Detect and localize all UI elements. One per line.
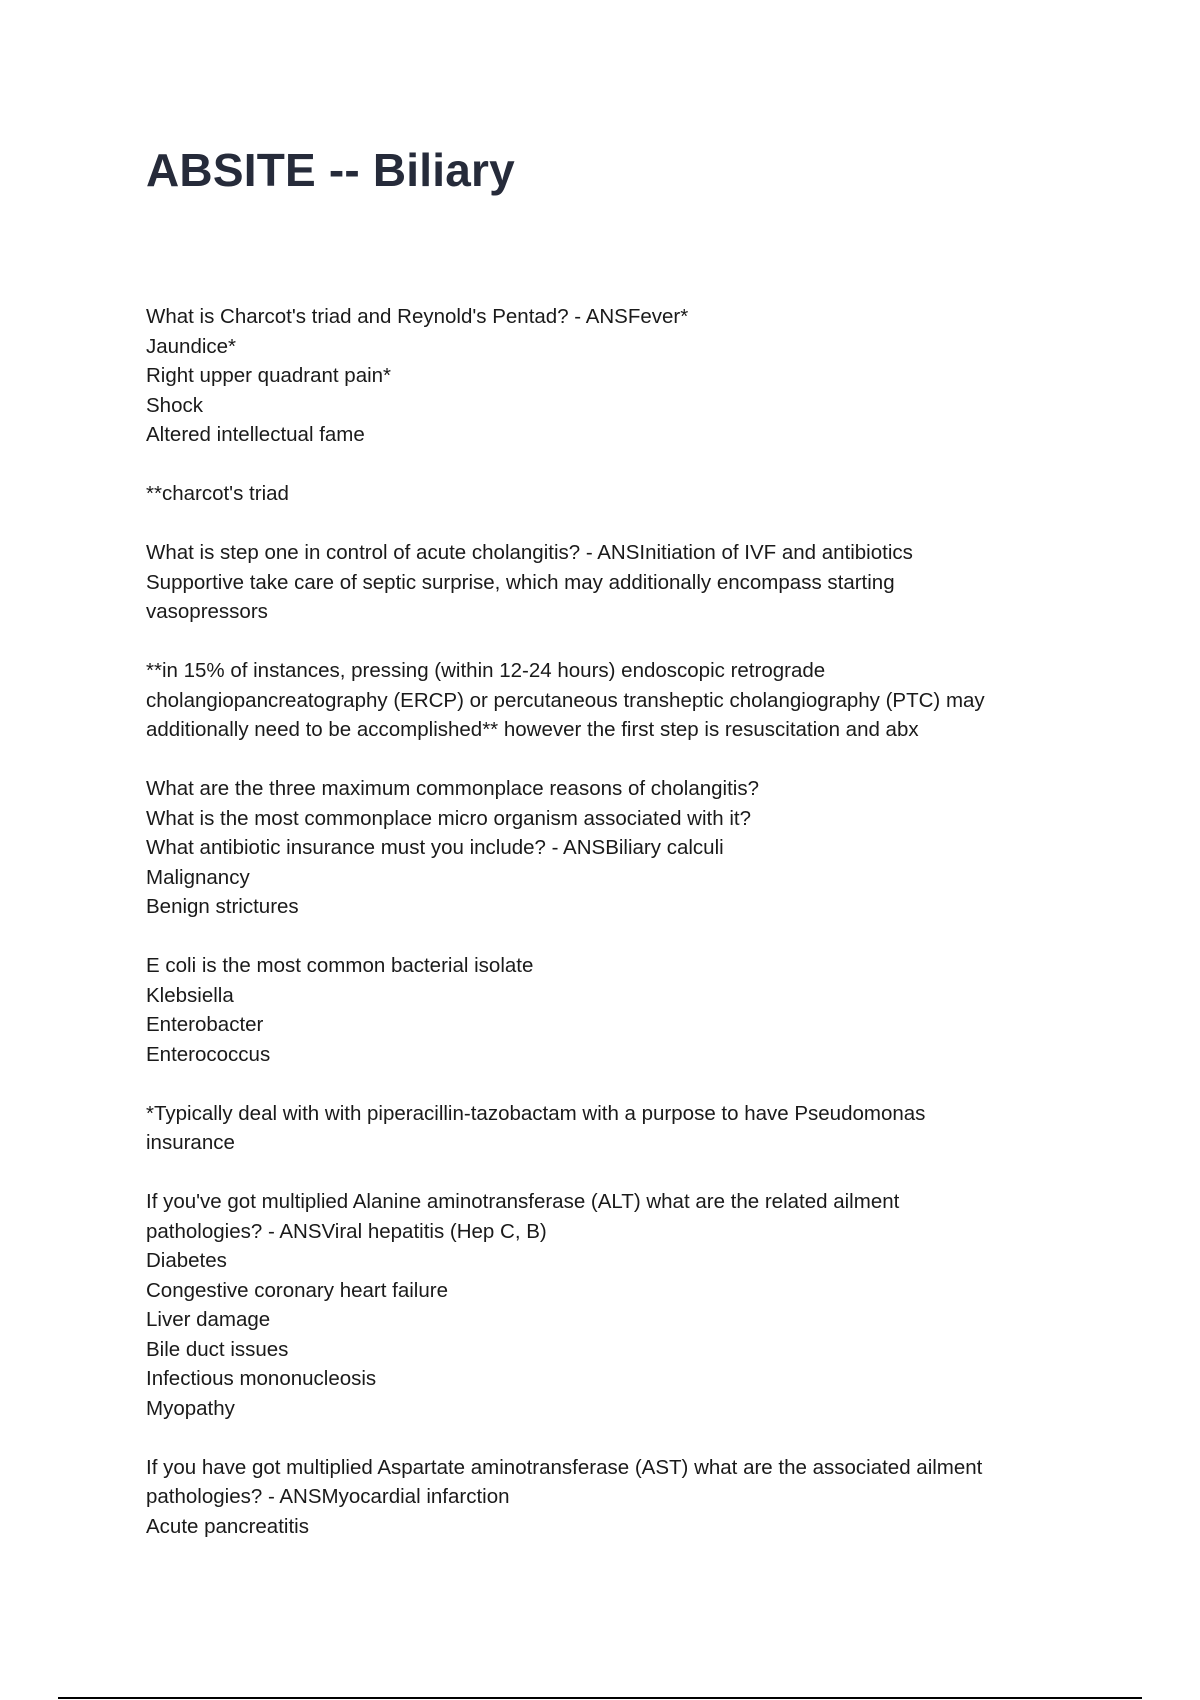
text-line: If you have got multiplied Aspartate aminotransferase (AST) what are the associated ailment	[146, 1455, 983, 1479]
text-line: What is step one in control of acute cholangitis? - ANSInitiation of IVF and antibiotics	[146, 541, 913, 564]
text-line: What are the three maximum commonplace reasons of cholangitis?	[146, 777, 760, 800]
text-line: Shock	[146, 393, 203, 417]
document-body	[146, 302, 1086, 1571]
text-line: E coli is the most common bacterial isolate	[146, 954, 534, 977]
text-line: Congestive coronary heart failure	[146, 1278, 448, 1302]
document-title: ABSITE -- Biliary	[146, 144, 515, 196]
text-line: Altered intellectual fame	[146, 423, 365, 446]
text-line: Liver damage	[146, 1308, 271, 1331]
text-line: What antibiotic insurance must you include? - ANSBiliary calculi	[146, 836, 724, 859]
text-line: Bile duct issues	[146, 1337, 289, 1361]
text-line: If you've got multiplied Alanine aminotransferase (ALT) what are the related ailment	[146, 1190, 900, 1213]
text-line: Enterococcus	[146, 1042, 271, 1066]
paragraph-cholangitis-control	[146, 538, 1086, 627]
text-line: Acute pancreatitis	[146, 1514, 309, 1538]
paragraph-ercp-note	[146, 656, 1086, 745]
paragraph-charcot-note	[146, 479, 1086, 509]
text-line: pathologies? - ANSMyocardial infarction	[146, 1485, 510, 1508]
text-line: Supportive take care of septic surprise, which may additionally encompass starting	[146, 570, 895, 594]
text-line: vasopressors	[146, 600, 268, 623]
paragraph-cholangitis-causes	[146, 774, 1086, 922]
paragraph-bacterial-isolates	[146, 951, 1086, 1069]
text-line: **in 15% of instances, pressing (within 12-24 hours) endoscopic retrograde	[146, 659, 826, 682]
text-line: Malignancy	[146, 865, 250, 889]
text-line: Enterobacter	[146, 1013, 264, 1036]
paragraph-antibiotic-note	[146, 1099, 1086, 1158]
text-line: Myopathy	[146, 1396, 235, 1420]
text-line: Infectious mononucleosis	[146, 1367, 377, 1390]
text-line: Diabetes	[146, 1249, 227, 1272]
paragraph-charcot-question	[146, 302, 1086, 450]
paragraph-alt-pathologies	[146, 1187, 1086, 1423]
text-line: insurance	[146, 1131, 235, 1154]
text-line: Klebsiella	[146, 983, 234, 1007]
text-line: Benign strictures	[146, 895, 299, 918]
text-line: What is Charcot's triad and Reynold's Pentad? - ANSFever*	[146, 305, 689, 328]
text-line: *Typically deal with with piperacillin-tazobactam with a purpose to have Pseudomonas	[146, 1101, 926, 1125]
paragraph-ast-pathologies	[146, 1453, 1086, 1542]
text-line: **charcot's triad	[146, 482, 289, 505]
text-line: additionally need to be accomplished** however the first step is resuscitation and abx	[146, 718, 919, 741]
page-bottom-divider	[58, 1697, 1142, 1699]
text-line: Right upper quadrant pain*	[146, 364, 392, 387]
text-line: pathologies? - ANSViral hepatitis (Hep C, B)	[146, 1219, 547, 1243]
text-line: Jaundice*	[146, 334, 237, 358]
text-line: What is the most commonplace micro organism associated with it?	[146, 806, 751, 830]
text-line: cholangiopancreatography (ERCP) or percutaneous transheptic cholangiography (PTC) may	[146, 688, 985, 712]
